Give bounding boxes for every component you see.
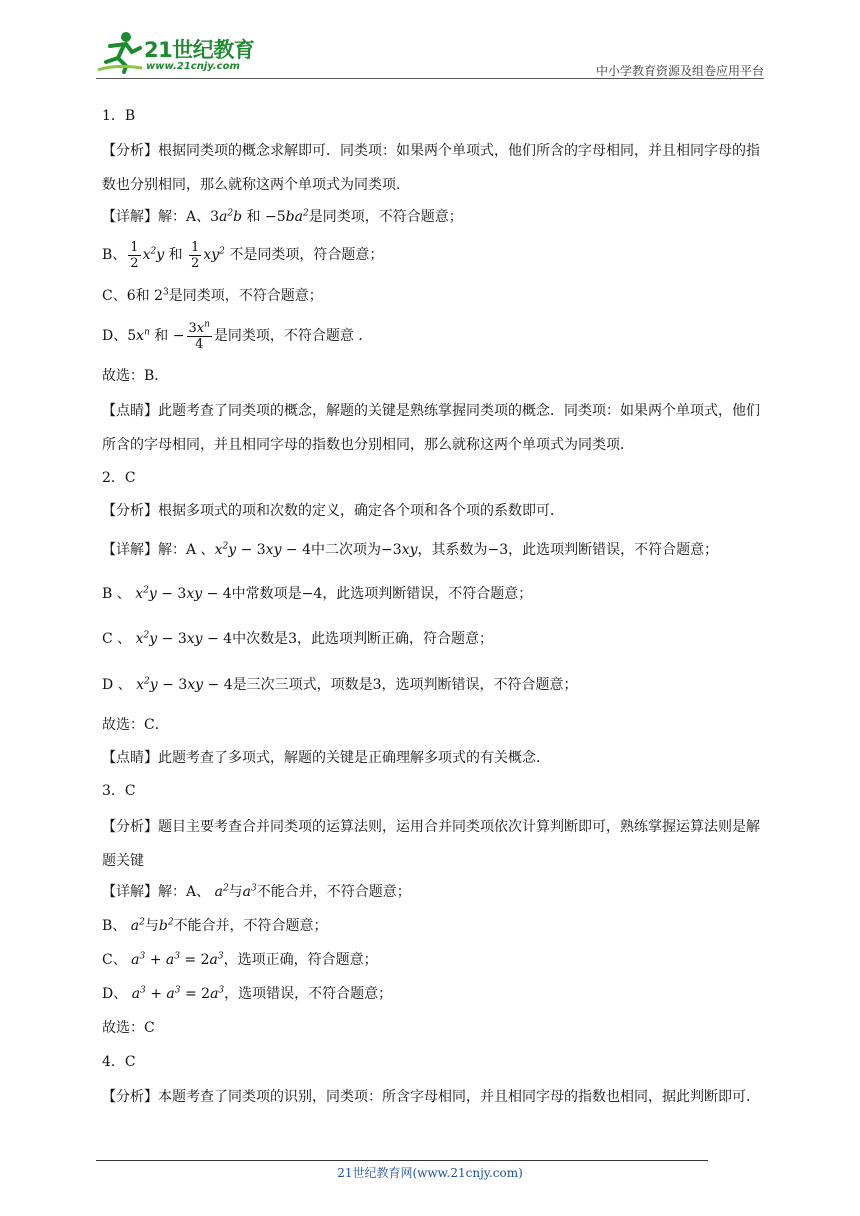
q3-d-prefix: D、: [102, 986, 128, 1002]
site-logo: [96, 30, 296, 78]
q1-d-prefix: D、: [102, 328, 128, 344]
q1-d-tail: 是同类项，不符合题意 ．: [213, 328, 373, 344]
q1-detail-label: 【详解】解：A、: [102, 209, 211, 225]
q3-b-tail: 不能合并，不符合题意；: [173, 918, 328, 934]
q2-a-mid: 中二次项为: [311, 542, 382, 558]
q2-a-tail: ，此选项判断错误，不符合题意；: [508, 542, 719, 558]
q4-analysis: 【分析】本题考查了同类项的识别，同类项：所含字母相同，并且相同字母的指数也相同，据此判断即可．: [102, 1089, 760, 1105]
q2-d-tail: ，选项判断错误，不符合题意；: [381, 677, 578, 693]
q2-detail-label: 【详解】解：A 、: [102, 542, 215, 558]
q2-b-mid: 中常数项是: [231, 586, 302, 602]
q3-c-tail: ，选项正确，符合题意；: [223, 952, 378, 968]
header-divider: [96, 78, 764, 79]
q3-b-prefix: B、: [102, 918, 127, 934]
q2-b-prefix: B 、: [102, 586, 131, 602]
q1-c-prefix: C、6和: [102, 288, 150, 304]
page-header: [96, 30, 764, 80]
q2-option-c: C 、 $x^2y - 3xy - 4$中次数是3，此选项判断正确，符合题意；: [102, 630, 494, 647]
q2-option-b: B 、 $x^2y - 3xy - 4$中常数项是−4，此选项判断错误，不符合题意；: [102, 585, 533, 602]
footer-link[interactable]: 21世纪教育网(www.21cnjy.com): [337, 1166, 523, 1180]
platform-title: 中小学教育资源及组卷应用平台: [595, 64, 764, 78]
q3-choose: 故选：C: [102, 1020, 155, 1036]
q3-c-prefix: C、: [102, 952, 127, 968]
q3-option-b: B、 $a^2$与$b^2$不能合并，不符合题意；: [102, 917, 328, 934]
q2-detail-a: 【详解】解：A 、$x^2y - 3xy - 4$中二次项为−3xy，其系数为−3，此选项判断错误，不符合题意；: [102, 541, 719, 558]
q2-number: 2．C: [102, 470, 136, 486]
q2-b-tail: ，此选项判断错误，不符合题意；: [322, 586, 533, 602]
q2-c-mid: 中次数是: [232, 631, 289, 647]
q1-b-tail: 不是同类项，符合题意；: [229, 247, 384, 263]
q1-analysis: 【分析】根据同类项的概念求解即可．同类项：如果两个单项式，他们所含的字母相同，并且相同字母的指数也分别相同，那么就称这两个单项式为同类项．: [102, 143, 760, 193]
q1-comment: 【点睛】此题考查了同类项的概念，解题的关键是熟练掌握同类项的概念．同类项：如果两个单项式，他们所含的字母相同，并且相同字母的指数也分别相同，那么就称这两个单项式为同类项．: [102, 403, 760, 453]
footer-divider: [96, 1160, 708, 1161]
q1-c-tail: 是同类项，不符合题意；: [168, 288, 323, 304]
q3-option-d: D、 $a^3 + a^3 = 2a^3$，选项错误，不符合题意；: [102, 985, 393, 1002]
q2-choose: 故选：C．: [102, 717, 169, 733]
logo-text: 21世纪教育: [144, 38, 255, 62]
q2-c-tail: ，此选项判断正确，符合题意；: [297, 631, 494, 647]
q3-number: 3．C: [102, 783, 136, 799]
q3-detail-label: 【详解】解：A、: [102, 884, 211, 900]
q1-choose: 故选：B．: [102, 368, 169, 384]
q1-option-d: D、$5x^n$ 和 − $\frac{3x^n}{4}$ 是同类项，不符合题意 ．: [102, 319, 373, 352]
q2-d-mid: 是三次三项式，项数是: [232, 677, 373, 693]
q1-option-c: C、6和 $2^3$是同类项，不符合题意；: [102, 287, 323, 304]
q3-detail-a: 【详解】解：A、 $a^2$与$a^3$不能合并，不符合题意；: [102, 883, 411, 900]
q2-a-mid2: ，其系数为: [417, 542, 488, 558]
q2-option-d: D 、 $x^2y - 3xy - 4$是三次三项式，项数是3，选项判断错误，不符合题意；: [102, 676, 578, 693]
q2-comment: 【点睛】此题考查了多项式，解题的关键是正确理解多项式的有关概念．: [102, 750, 550, 766]
q1-option-b: B、 $\frac{1}{2}$ $x^2y$ 和 $\frac{1}{2}$ $xy^2$ 不是同类项，符合题意；: [102, 239, 384, 271]
q1-b-prefix: B、: [102, 247, 127, 263]
q3-option-c: C、 $a^3 + a^3 = 2a^3$，选项正确，符合题意；: [102, 951, 378, 968]
q3-d-tail: ，选项错误，不符合题意；: [224, 986, 393, 1002]
q2-c-prefix: C 、: [102, 631, 132, 647]
runner-logo-icon: [96, 30, 144, 74]
q2-d-prefix: D 、: [102, 677, 132, 693]
q1-detail-a: 【详解】解：A、$3a^2b$ 和 $-5ba^2$是同类项，不符合题意；: [102, 208, 463, 225]
q1-number: 1．B: [102, 108, 136, 124]
q3-a-mid: 与: [228, 884, 243, 900]
q4-number: 4．C: [102, 1054, 136, 1070]
q1-a-tail: 是同类项，不符合题意；: [308, 209, 463, 225]
q3-a-tail: 不能合并，不符合题意；: [256, 884, 411, 900]
q3-analysis: 【分析】题目主要考查合并同类项的运算法则，运用合并同类项依次计算判断即可，熟练掌握运算法则是解题关键: [102, 819, 760, 869]
q2-analysis: 【分析】根据多项式的项和次数的定义，确定各个项和各个项的系数即可．: [102, 503, 564, 519]
logo-url: www.21cnjy.com: [146, 61, 240, 72]
